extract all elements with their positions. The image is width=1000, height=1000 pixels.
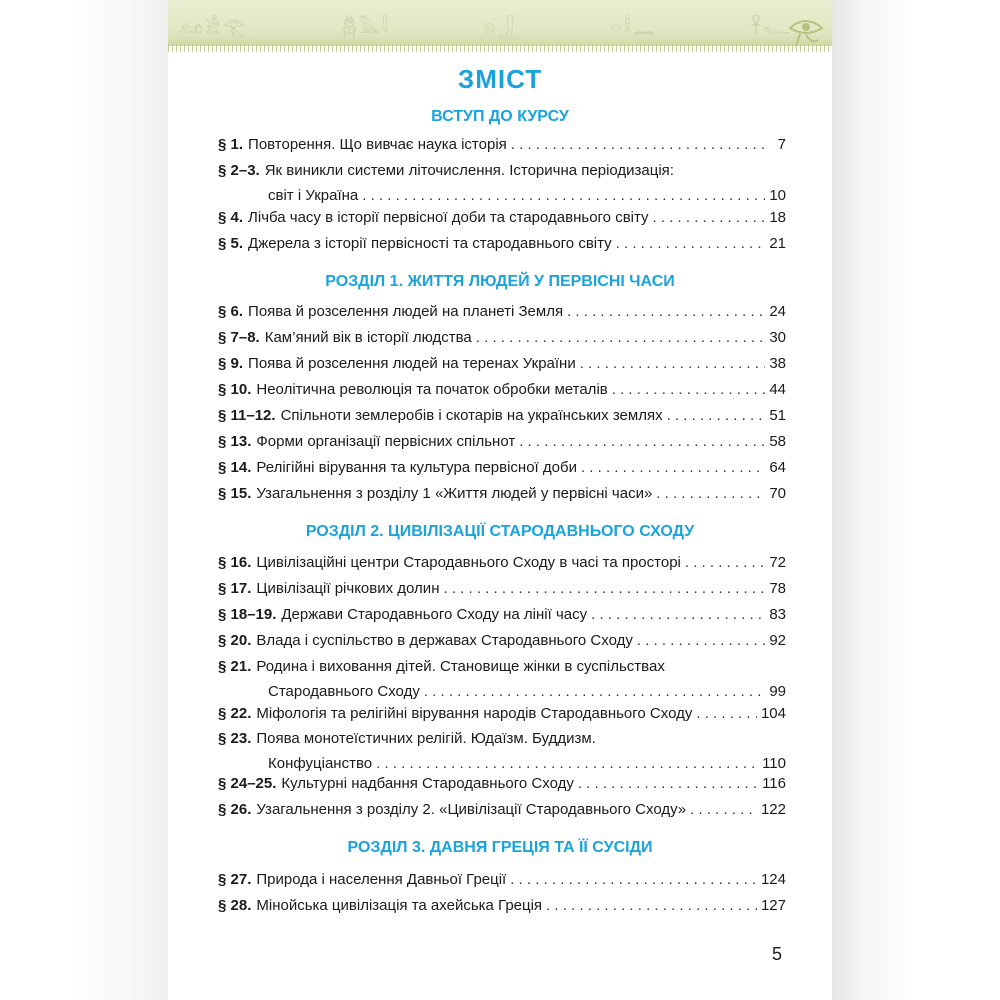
entry-number: § 16. <box>218 554 252 571</box>
section-heading: РОЗДІЛ 2. ЦИВІЛІЗАЦІЇ СТАРОДАВНЬОГО СХОДУ <box>305 523 695 540</box>
entry-number: § 20. <box>218 632 252 649</box>
entry-number: § 7–8. <box>218 329 260 346</box>
hieroglyph-border-decoration <box>168 0 832 46</box>
entry-number: § 26. <box>218 801 252 818</box>
entry-title: Узагальнення з розділу 1 «Життя людей у первісні часи» <box>256 485 653 502</box>
entry-page: 72 <box>769 554 786 571</box>
entry-page: 58 <box>769 433 786 450</box>
toc-entry[interactable] <box>218 893 786 918</box>
entry-number: § 9. <box>218 355 244 372</box>
entry-number: § 4. <box>218 209 244 226</box>
entry-number: § 14. <box>218 459 252 476</box>
page-number: 5 <box>772 944 783 964</box>
entry-title: Форми організації первісних спільнот <box>256 433 516 450</box>
entry-number: § 10. <box>218 381 252 398</box>
entry-page: 92 <box>769 632 786 649</box>
toc-title: ЗМІСТ <box>457 64 543 94</box>
entry-page: 44 <box>769 381 786 398</box>
eye-of-horus-icon <box>786 8 826 46</box>
entry-number: § 17. <box>218 580 252 597</box>
entry-number: § 18–19. <box>218 606 277 623</box>
toc-entry[interactable] <box>218 351 786 376</box>
entry-title: Влада і суспільство в державах Стародавнього Сходу <box>256 632 633 649</box>
entry-number: § 1. <box>218 136 244 153</box>
book-page <box>168 0 832 1000</box>
entry-page: 21 <box>769 235 786 252</box>
entry-title: Поява монотеїстичних релігій. Юдаїзм. Буддизм. <box>256 730 596 747</box>
entry-title: Релігійні вірування та культура первісної доби <box>256 459 577 476</box>
entry-page: 64 <box>769 459 786 476</box>
border-fringe <box>168 44 832 52</box>
toc-entry[interactable] <box>218 550 786 575</box>
entry-number: § 5. <box>218 235 244 252</box>
toc-entry[interactable] <box>218 701 786 726</box>
entry-number: § 13. <box>218 433 252 450</box>
entry-page: 51 <box>769 407 786 424</box>
entry-title: Цивілізаційні центри Стародавнього Сходу в часі та просторі <box>256 554 681 571</box>
entry-title: Як виникли системи літочислення. Історична періодизація: <box>264 162 674 179</box>
entry-number: § 6. <box>218 303 244 320</box>
toc-entry[interactable] <box>218 231 786 256</box>
entry-title: Цивілізації річкових долин <box>256 580 440 597</box>
entry-number: § 24–25. <box>218 775 277 792</box>
entry-title: Кам’яний вік в історії людства <box>264 329 472 346</box>
toc-entry[interactable] <box>218 726 786 776</box>
section-heading: РОЗДІЛ 1. ЖИТТЯ ЛЮДЕЙ У ПЕРВІСНІ ЧАСИ <box>325 273 675 290</box>
toc-entry[interactable] <box>218 628 786 653</box>
entry-number: § 27. <box>218 871 252 888</box>
toc-entry[interactable] <box>218 867 786 892</box>
entry-page: 38 <box>769 355 786 372</box>
toc-entry[interactable] <box>218 481 786 506</box>
section-heading: ВСТУП ДО КУРСУ <box>431 108 569 125</box>
entry-title: Родина і виховання дітей. Становище жінки в суспільствах <box>256 658 665 675</box>
entry-number: § 21. <box>218 658 252 675</box>
entry-title-cont: світ і Україна <box>268 187 359 204</box>
entry-title: Природа і населення Давньої Греції <box>256 871 507 888</box>
entry-page: 7 <box>777 136 786 153</box>
toc-entry[interactable] <box>218 132 786 157</box>
entry-number: § 2–3. <box>218 162 260 179</box>
entry-title-cont: Стародавнього Сходу <box>268 683 420 700</box>
entry-page: 18 <box>769 209 786 226</box>
toc-entry[interactable] <box>218 299 786 324</box>
entry-page: 70 <box>769 485 786 502</box>
entry-title: Спільноти землеробів і скотарів на українських землях <box>280 407 663 424</box>
toc-entry[interactable] <box>218 377 786 402</box>
entry-title: Джерела з історії первісності та стародавнього світу <box>248 235 612 252</box>
entry-page: 110 <box>762 755 786 772</box>
entry-title: Поява й розселення людей на теренах України <box>248 355 576 372</box>
entry-title: Поява й розселення людей на планеті Земля <box>248 303 564 320</box>
entry-number: § 15. <box>218 485 252 502</box>
entry-title: Міфологія та релігійні вірування народів Стародавнього Сходу <box>256 705 693 722</box>
toc-entry[interactable] <box>218 771 786 796</box>
toc-entry[interactable] <box>218 602 786 627</box>
entry-page: 99 <box>769 683 786 700</box>
left-margin-shadow <box>0 0 168 1000</box>
toc-entry[interactable] <box>218 429 786 454</box>
entry-page: 24 <box>769 303 786 320</box>
entry-title: Культурні надбання Стародавнього Сходу <box>281 775 574 792</box>
entry-number: § 11–12. <box>218 407 276 424</box>
entry-page: 83 <box>769 606 786 623</box>
entry-page: 10 <box>769 187 786 204</box>
entry-page: 116 <box>762 775 786 792</box>
toc-entry[interactable] <box>218 205 786 230</box>
hieroglyph-glyphs: 𓃭𓀀𓂀 𓆣𓅓𓇋 𓊖𓃀 𓏏𓎛𓈖 𓋹𓆑 <box>178 17 792 37</box>
entry-page: 124 <box>760 871 786 888</box>
entry-title: Мінойська цивілізація та ахейська Греція <box>256 897 543 914</box>
toc-entry[interactable] <box>218 797 786 822</box>
toc-entry[interactable] <box>218 158 786 208</box>
entry-title: Лічба часу в історії первісної доби та стародавнього світу <box>248 209 649 226</box>
entry-page: 78 <box>769 580 786 597</box>
entry-number: § 28. <box>218 897 252 914</box>
entry-page: 122 <box>760 801 786 818</box>
entry-page: 104 <box>760 705 786 722</box>
entry-title: Повторення. Що вивчає наука історія <box>248 136 507 153</box>
toc-entry[interactable] <box>218 455 786 480</box>
toc-entry[interactable] <box>218 325 786 350</box>
entry-title-cont: Конфуціанство <box>268 755 373 772</box>
entry-title: Узагальнення з розділу 2. «Цивілізації Стародавнього Сходу» <box>256 801 687 818</box>
entry-page: 127 <box>760 897 786 914</box>
entry-title: Неолітична революція та початок обробки металів <box>256 381 608 398</box>
entry-title: Держави Стародавнього Сходу на лінії часу <box>281 606 588 623</box>
entry-number: § 22. <box>218 705 252 722</box>
toc-entry[interactable] <box>218 654 786 704</box>
toc-entry[interactable] <box>218 576 786 601</box>
toc-entry[interactable] <box>218 403 786 428</box>
entry-number: § 23. <box>218 730 252 747</box>
section-heading: РОЗДІЛ 3. ДАВНЯ ГРЕЦІЯ ТА ЇЇ СУСІДИ <box>347 839 653 856</box>
right-margin-shadow <box>832 0 1000 1000</box>
entry-page: 30 <box>769 329 786 346</box>
